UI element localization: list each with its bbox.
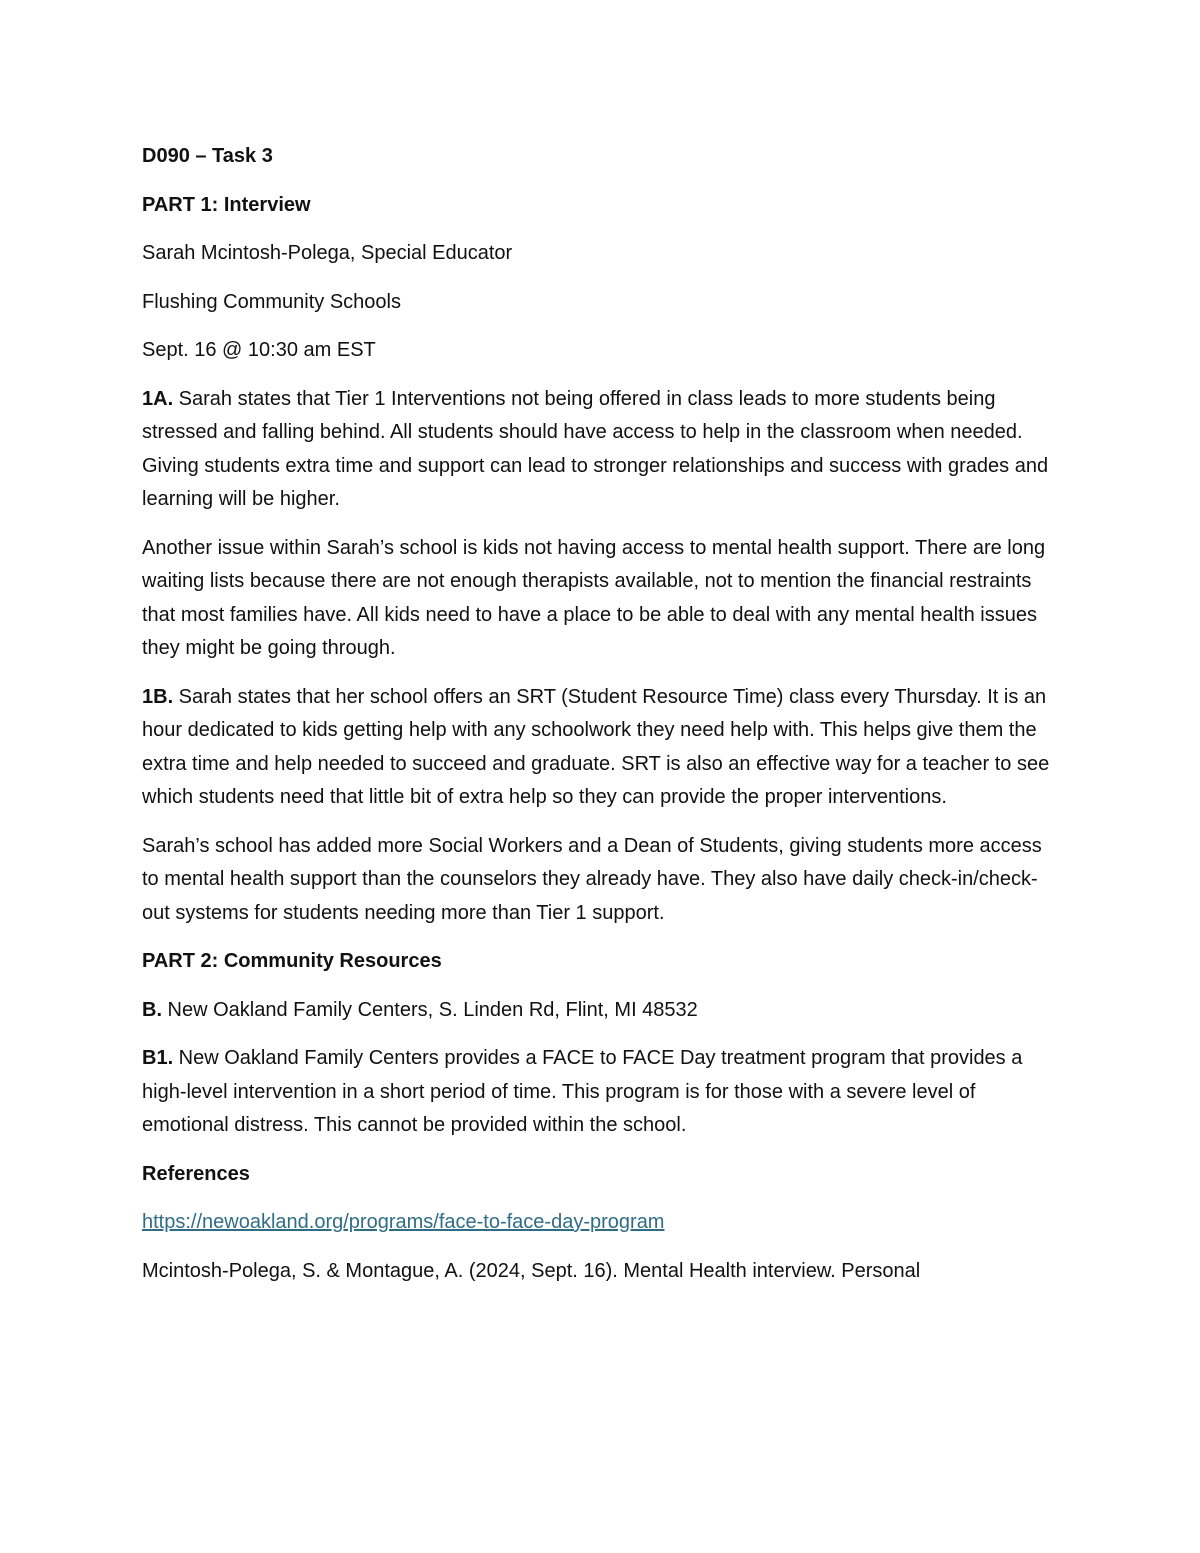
paragraph-b1-text: New Oakland Family Centers provides a FACE to FACE Day treatment program that provides a high-level intervention in a short period of time. This program is for those with a severe level of emotional distress. This cannot be provided within the school. bbox=[142, 1047, 1023, 1136]
paragraph-b1-label: B1. bbox=[142, 1047, 174, 1069]
paragraph-b1 bbox=[142, 1042, 1062, 1143]
reference-link[interactable]: https://newoakland.org/programs/face-to-face-day-program bbox=[142, 1211, 665, 1233]
document-title: D090 – Task 3 bbox=[142, 145, 273, 167]
paragraph-1a-text: Sarah states that Tier 1 Interventions not being offered in class leads to more students being stressed and falling behind. All students should have access to help in the classroom when needed. Giving students extra time and support can lead to stronger relationships and success with grades and learning will be higher. bbox=[142, 387, 1049, 510]
paragraph-1b bbox=[142, 681, 1062, 815]
paragraph-1b-label: 1B. bbox=[142, 685, 174, 708]
organization-line: Flushing Community Schools bbox=[142, 290, 401, 313]
paragraph-1a-second: Another issue within Sarah’s school is kids not having access to mental health support. There are long waiting lists because there are not enough therapists available, not to mention the financial restraints that most families have. All kids need to have a place to be able to deal with any mental health issues they might be going through. bbox=[142, 536, 1046, 659]
part2-heading: PART 2: Community Resources bbox=[142, 950, 442, 972]
paragraph-1a-label: 1A. bbox=[142, 387, 174, 410]
paragraph-1b-text: Sarah states that her school offers an SRT (Student Resource Time) class every Thursday. It is an hour dedicated to kids getting help with any schoolwork they need help with. This helps give them the extra time and help needed to succeed and graduate. SRT is also an effective way for a teacher to see which students need that little bit of extra help so they can provide the proper interventions. bbox=[142, 685, 1050, 808]
paragraph-b-label: B. bbox=[142, 998, 162, 1021]
document-body bbox=[142, 140, 1062, 1303]
part1-heading: PART 1: Interview bbox=[142, 193, 311, 216]
paragraph-b bbox=[142, 994, 1062, 1028]
paragraph-1a bbox=[142, 383, 1062, 517]
references-heading: References bbox=[142, 1162, 250, 1185]
interview-datetime: Sept. 16 @ 10:30 am EST bbox=[142, 339, 376, 361]
interviewee-line: Sarah Mcintosh-Polega, Special Educator bbox=[142, 242, 513, 264]
reference-citation: Mcintosh-Polega, S. & Montague, A. (2024, Sept. 16). Mental Health interview. Personal bbox=[142, 1259, 921, 1282]
paragraph-1b-second: Sarah’s school has added more Social Workers and a Dean of Students, giving students more access to mental health support than the counselors they already have. They also have daily check-in/check-out systems for students needing more than Tier 1 support. bbox=[142, 834, 1042, 924]
paragraph-b-text: New Oakland Family Centers, S. Linden Rd, Flint, MI 48532 bbox=[162, 998, 698, 1021]
reference-link-line bbox=[142, 1206, 1062, 1240]
